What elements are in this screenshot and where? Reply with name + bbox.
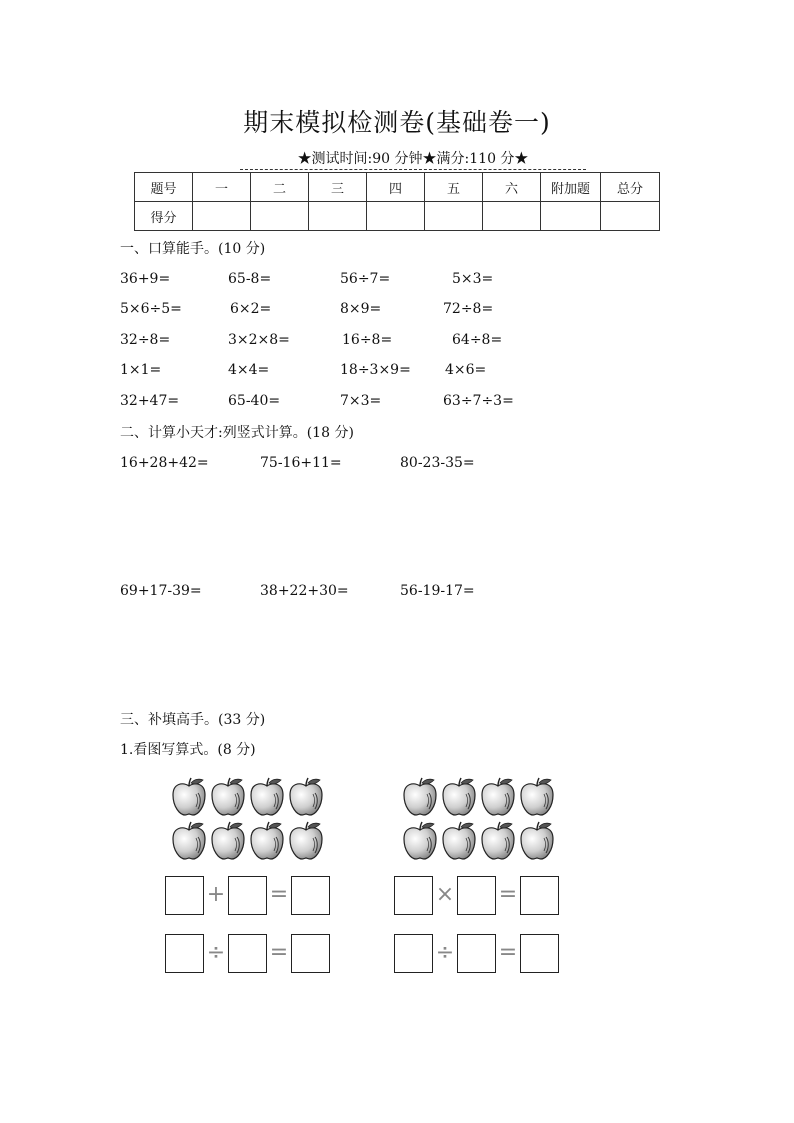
apple-icon bbox=[287, 777, 325, 817]
problem: 69+17-39= bbox=[120, 583, 202, 599]
apple-icon bbox=[518, 777, 556, 817]
score-cell[interactable] bbox=[193, 202, 251, 231]
problem: 72÷8= bbox=[443, 301, 494, 317]
apple-icon bbox=[401, 777, 439, 817]
apple-icon bbox=[401, 821, 439, 861]
answer-box[interactable] bbox=[520, 876, 559, 915]
vertical-calc-row bbox=[120, 455, 680, 475]
apple-icon bbox=[248, 821, 286, 861]
problem: 38+22+30= bbox=[260, 583, 349, 599]
problem: 65-8= bbox=[228, 271, 272, 287]
score-cell[interactable] bbox=[541, 202, 601, 231]
apple-icon bbox=[479, 777, 517, 817]
exam-info: ★测试时间:90 分钟★满分:110 分★ bbox=[240, 148, 586, 170]
score-table-score-row bbox=[135, 202, 660, 231]
problem: 5×6÷5= bbox=[120, 301, 182, 317]
problem: 36+9= bbox=[120, 271, 171, 287]
answer-box[interactable] bbox=[394, 934, 433, 973]
problem: 7×3= bbox=[340, 393, 382, 409]
question-1-prompt: 1.看图写算式。(8 分) bbox=[120, 742, 256, 758]
answer-box[interactable] bbox=[228, 934, 267, 973]
times-sign: × bbox=[435, 882, 455, 907]
equation-left-division bbox=[165, 934, 335, 976]
equation-right-division bbox=[394, 934, 564, 976]
problem: 18÷3×9= bbox=[340, 362, 411, 378]
apple-group-right bbox=[401, 777, 557, 863]
section2-heading: 二、计算小天才:列竖式计算。(18 分) bbox=[120, 425, 354, 441]
apple-icon bbox=[209, 821, 247, 861]
page-title: 期末模拟检测卷(基础卷一) bbox=[243, 108, 551, 137]
answer-box[interactable] bbox=[394, 876, 433, 915]
score-header-cell: 四 bbox=[367, 173, 425, 202]
equals-sign: = bbox=[498, 882, 518, 907]
problem: 64÷8= bbox=[452, 332, 503, 348]
divide-sign: ÷ bbox=[206, 940, 226, 965]
problem: 75-16+11= bbox=[260, 455, 342, 471]
section1-heading: 一、口算能手。(10 分) bbox=[120, 241, 266, 257]
score-row-label: 得分 bbox=[135, 202, 193, 231]
equation-left-addition bbox=[165, 876, 335, 918]
apple-icon bbox=[518, 821, 556, 861]
problem: 16÷8= bbox=[342, 332, 393, 348]
problem: 5×3= bbox=[452, 271, 494, 287]
answer-box[interactable] bbox=[457, 876, 496, 915]
answer-box[interactable] bbox=[457, 934, 496, 973]
score-cell[interactable] bbox=[425, 202, 483, 231]
mental-math-row bbox=[120, 271, 680, 291]
equals-sign: = bbox=[498, 940, 518, 965]
score-cell[interactable] bbox=[309, 202, 367, 231]
score-header-cell: 二 bbox=[251, 173, 309, 202]
score-cell[interactable] bbox=[483, 202, 541, 231]
score-header-cell: 三 bbox=[309, 173, 367, 202]
apple-icon bbox=[170, 777, 208, 817]
problem: 63÷7÷3= bbox=[443, 393, 514, 409]
equals-sign: = bbox=[269, 940, 289, 965]
mental-math-row bbox=[120, 362, 680, 382]
score-header-cell: 附加题 bbox=[541, 173, 601, 202]
problem: 32÷8= bbox=[120, 332, 171, 348]
score-cell[interactable] bbox=[251, 202, 309, 231]
score-table bbox=[134, 172, 660, 231]
answer-box[interactable] bbox=[165, 876, 204, 915]
score-header-cell: 一 bbox=[193, 173, 251, 202]
apple-icon bbox=[209, 777, 247, 817]
answer-box[interactable] bbox=[291, 934, 330, 973]
apple-icon bbox=[287, 821, 325, 861]
score-cell[interactable] bbox=[601, 202, 660, 231]
apple-icon bbox=[479, 821, 517, 861]
answer-box[interactable] bbox=[228, 876, 267, 915]
score-header-cell: 题号 bbox=[135, 173, 193, 202]
divide-sign: ÷ bbox=[435, 940, 455, 965]
score-header-cell: 六 bbox=[483, 173, 541, 202]
answer-box[interactable] bbox=[165, 934, 204, 973]
problem: 80-23-35= bbox=[400, 455, 475, 471]
score-header-cell: 五 bbox=[425, 173, 483, 202]
problem: 4×6= bbox=[445, 362, 487, 378]
problem: 8×9= bbox=[340, 301, 382, 317]
problem: 3×2×8= bbox=[228, 332, 290, 348]
answer-box[interactable] bbox=[291, 876, 330, 915]
section3-heading: 三、补填高手。(33 分) bbox=[120, 712, 266, 728]
vertical-calc-row bbox=[120, 583, 680, 603]
mental-math-row bbox=[120, 332, 680, 352]
score-table-header-row bbox=[135, 173, 660, 202]
problem: 4×4= bbox=[228, 362, 270, 378]
apple-icon bbox=[170, 821, 208, 861]
problem: 16+28+42= bbox=[120, 455, 209, 471]
answer-box[interactable] bbox=[520, 934, 559, 973]
problem: 1×1= bbox=[120, 362, 162, 378]
problem: 56÷7= bbox=[340, 271, 391, 287]
mental-math-row bbox=[120, 393, 680, 413]
score-header-cell: 总分 bbox=[601, 173, 660, 202]
plus-sign: + bbox=[206, 882, 226, 907]
problem: 56-19-17= bbox=[400, 583, 475, 599]
equals-sign: = bbox=[269, 882, 289, 907]
apple-icon bbox=[248, 777, 286, 817]
apple-icon bbox=[440, 777, 478, 817]
score-cell[interactable] bbox=[367, 202, 425, 231]
apple-icon bbox=[440, 821, 478, 861]
mental-math-row bbox=[120, 301, 680, 321]
problem: 32+47= bbox=[120, 393, 180, 409]
problem: 65-40= bbox=[228, 393, 281, 409]
problem: 6×2= bbox=[230, 301, 272, 317]
apple-group-left bbox=[170, 777, 326, 863]
equation-right-multiplication bbox=[394, 876, 564, 918]
